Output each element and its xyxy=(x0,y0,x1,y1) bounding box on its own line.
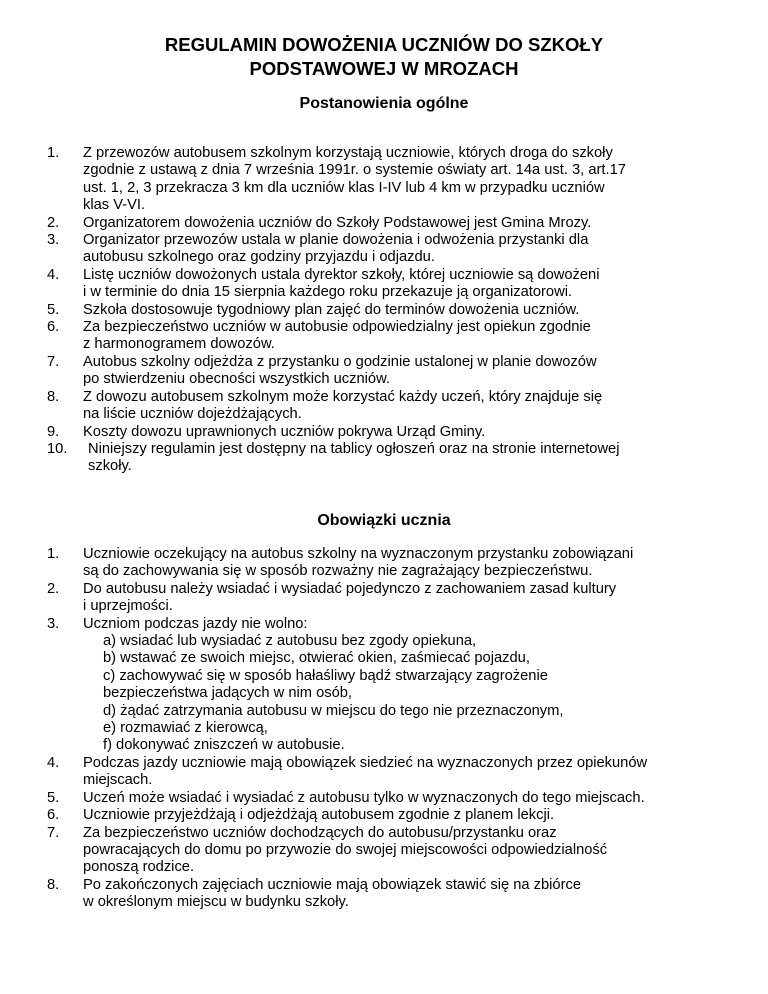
item-number: 4. xyxy=(47,266,60,283)
item-text: Organizatorem dowożenia uczniów do Szkoły Podstawowej jest Gmina Mrozy. xyxy=(83,214,592,231)
list-item xyxy=(47,877,747,912)
list-item xyxy=(47,424,747,441)
list-item xyxy=(47,145,747,215)
item-text: Za bezpieczeństwo uczniów dochodzących do autobusu/przystanku oraz powracających do domu po przywozie do swojej miejscowości odpowiedzialność ponoszą rodzice. xyxy=(83,824,608,876)
title-line-1: REGULAMIN DOWOŻENIA UCZNIÓW DO SZKOŁY xyxy=(164,34,604,55)
item-text: Po zakończonych zajęciach uczniowie mają obowiązek stawić się na zbiórce w określonym miejscu w budynku szkoły. xyxy=(83,876,581,911)
item-number: 6. xyxy=(47,319,60,336)
item-number: 8. xyxy=(47,876,60,893)
item-number: 2. xyxy=(47,214,60,231)
document-title xyxy=(0,33,768,81)
sub-item: b) wstawać ze swoich miejsc, otwierać okien, zaśmiecać pojazdu, xyxy=(103,650,530,667)
item-text: Uczniowie przyjeżdżają i odjeżdżają autobusem zgodnie z planem lekcji. xyxy=(83,807,555,824)
student-duties-list xyxy=(47,546,747,912)
item-number: 8. xyxy=(47,388,60,405)
title-line-2: PODSTAWOWEJ W MROZACH xyxy=(249,58,519,79)
sub-item: d) żądać zatrzymania autobusu w miejscu do tego nie przeznaczonym, xyxy=(103,702,564,719)
item-text: Z dowozu autobusem szkolnym może korzystać każdy uczeń, który znajduje się na liście uczniów dojeżdżających. xyxy=(83,388,603,423)
item-text: Listę uczniów dowożonych ustala dyrektor szkoły, której uczniowie są dowożeni i w terminie do dnia 15 sierpnia każdego roku przekazuje ją organizatorowi. xyxy=(83,266,600,301)
item-number: 7. xyxy=(47,353,60,370)
item-number: 9. xyxy=(47,423,60,440)
list-item xyxy=(47,215,747,232)
list-item xyxy=(47,302,747,319)
item-text: Niniejszy regulamin jest dostępny na tablicy ogłoszeń oraz na stronie internetowej szkoły. xyxy=(88,440,620,475)
item-number: 5. xyxy=(47,789,60,806)
item-text: Szkoła dostosowuje tygodniowy plan zajęć do terminów dowożenia uczniów. xyxy=(83,301,580,318)
list-item xyxy=(47,807,747,824)
item-text: Do autobusu należy wsiadać i wysiadać pojedynczo z zachowaniem zasad kultury i uprzejmości. xyxy=(83,580,617,615)
list-item xyxy=(47,232,747,267)
item-number: 5. xyxy=(47,301,60,318)
item-number: 1. xyxy=(47,546,60,562)
list-item xyxy=(47,319,747,354)
item-text: Organizator przewozów ustala w planie dowożenia i odwożenia przystanki dla autobusu szkolnego oraz godziny przyjazdu i odjazdu. xyxy=(83,232,589,266)
item-number: 7. xyxy=(47,824,60,841)
list-item xyxy=(47,546,747,581)
item-text: Koszty dowozu uprawnionych uczniów pokrywa Urząd Gminy. xyxy=(83,423,486,440)
item-number: 3. xyxy=(47,232,60,249)
item-number: 10. xyxy=(47,440,68,457)
list-item xyxy=(47,267,747,302)
list-item xyxy=(47,581,747,616)
item-text: Uczniom podczas jazdy nie wolno: xyxy=(83,615,308,632)
item-number: 4. xyxy=(47,754,60,771)
sub-item: e) rozmawiać z kierowcą, xyxy=(103,720,268,737)
item-number: 2. xyxy=(47,580,60,597)
section-heading-general: Postanowienia ogólne xyxy=(299,95,469,112)
item-number: 3. xyxy=(47,615,60,632)
sub-item: f) dokonywać zniszczeń w autobusie. xyxy=(103,737,345,754)
item-text: Za bezpieczeństwo uczniów w autobusie odpowiedzialny jest opiekun zgodnie z harmonogramem dowozów. xyxy=(83,319,591,353)
item-number: 6. xyxy=(47,807,60,824)
item-text: Uczeń może wsiadać i wysiadać z autobusu tylko w wyznaczonych do tego miejscach. xyxy=(83,789,645,806)
list-item xyxy=(47,616,747,633)
item-number: 1. xyxy=(47,145,60,161)
section-heading-student-duties: Obowiązki ucznia xyxy=(317,512,451,529)
item-text: Z przewozów autobusem szkolnym korzystają uczniowie, których droga do szkoły zgodnie z ustawą z dnia 7 września 1991r. o systemie oświaty art. 14a ust. 3, art.17 ust. 1, 2, 3 przekracza 3 km dla uczniów klas I-IV lub 4 km w przypadku uczniów klas V-VI. xyxy=(83,145,626,214)
item-text: Autobus szkolny odjeżdża z przystanku o godzinie ustalonej w planie dowozów po stwierdzeniu obecności wszystkich uczniów. xyxy=(83,353,597,388)
list-item xyxy=(47,790,747,807)
list-item xyxy=(47,755,747,790)
item-text: Uczniowie oczekujący na autobus szkolny na wyznaczonym przystanku zobowiązani są do zachowywania się w sposób rozważny nie zagrażający bezpieczeństwu. xyxy=(83,546,634,580)
list-item xyxy=(47,354,747,389)
list-item xyxy=(47,441,747,476)
list-item xyxy=(47,825,747,877)
sub-item: c) zachowywać się w sposób hałaśliwy bądź stwarzający zagrożenie bezpieczeństwa jadących w nim osób, xyxy=(103,667,548,702)
list-item xyxy=(47,389,747,424)
general-provisions-list xyxy=(47,145,747,476)
sub-item: a) wsiadać lub wysiadać z autobusu bez zgody opiekuna, xyxy=(103,633,477,650)
item-text: Podczas jazdy uczniowie mają obowiązek siedzieć na wyznaczonych przez opiekunów miejscach. xyxy=(83,754,648,789)
